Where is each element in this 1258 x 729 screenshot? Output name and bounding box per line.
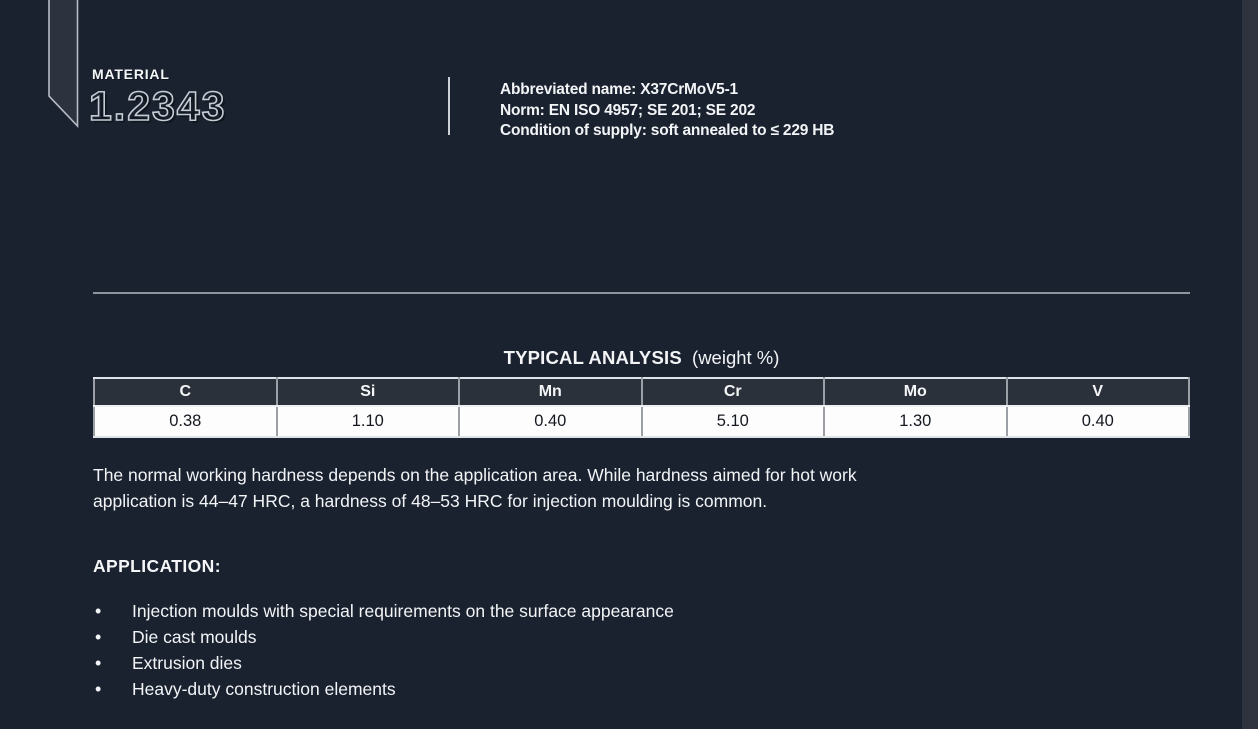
- application-list-item: • Die cast moulds: [93, 624, 893, 650]
- application-list: [93, 598, 893, 702]
- application-list-item: • Injection moulds with special requirements on the surface appearance: [93, 598, 893, 624]
- section-divider-line: [93, 292, 1190, 294]
- analysis-value-cell: 0.40: [1007, 406, 1190, 437]
- analysis-value-cell: 1.10: [277, 406, 460, 437]
- analysis-value-row: [94, 406, 1189, 437]
- application-heading: APPLICATION:: [93, 556, 221, 576]
- application-list-item: • Extrusion dies: [93, 650, 893, 676]
- material-info-line: Abbreviated name: X37CrMoV5-1: [500, 81, 738, 98]
- typical-analysis-title: [93, 347, 1190, 369]
- analysis-header-row: [94, 378, 1189, 406]
- analysis-column-header: V: [1007, 378, 1190, 406]
- bookmark-ribbon-icon: [48, 0, 79, 130]
- material-number: 1.2343: [89, 83, 227, 129]
- typical-analysis-table: [93, 377, 1190, 438]
- analysis-value-cell: 0.38: [94, 406, 277, 437]
- material-info-line: Condition of supply: soft annealed to ≤ 229 HB: [500, 122, 835, 139]
- analysis-value-cell: 5.10: [642, 406, 825, 437]
- material-info-block: [500, 80, 834, 142]
- analysis-column-header: Mn: [459, 378, 642, 406]
- analysis-value-cell: 1.30: [824, 406, 1007, 437]
- material-info-line: Norm: EN ISO 4957; SE 201; SE 202: [500, 101, 756, 119]
- analysis-title-main: TYPICAL ANALYSIS: [503, 347, 682, 368]
- analysis-column-header: Si: [277, 378, 460, 406]
- analysis-value-cell: 0.40: [459, 406, 642, 437]
- material-label: MATERIAL: [92, 66, 170, 82]
- analysis-column-header: Cr: [642, 378, 825, 406]
- analysis-title-unit: (weight %): [692, 347, 780, 368]
- header-vertical-divider: [448, 77, 450, 135]
- analysis-column-header: Mo: [824, 378, 1007, 406]
- page-edge-strip: [1242, 0, 1258, 729]
- analysis-column-header: C: [94, 378, 277, 406]
- hardness-paragraph: The normal working hardness depends on the application area. While hardness aimed for hot work application is 44–47 HRC, a hardness of 48–53 HRC for injection moulding is common.: [93, 465, 857, 511]
- application-list-item: • Heavy-duty construction elements: [93, 676, 893, 702]
